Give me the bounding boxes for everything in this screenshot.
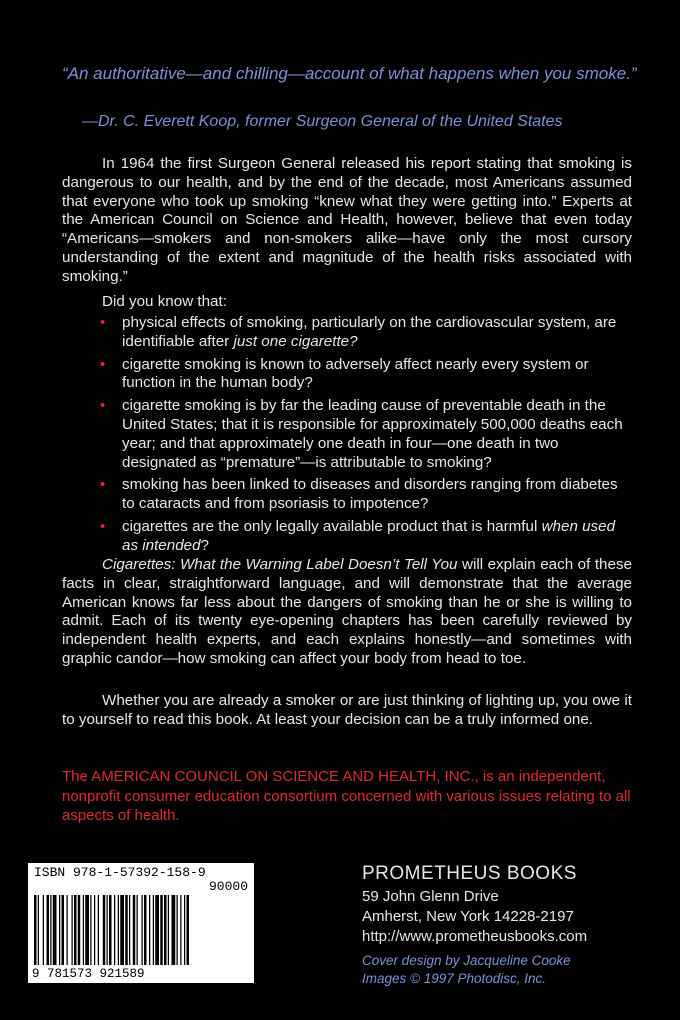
facts-list <box>100 314 628 560</box>
isbn-barcode <box>28 863 254 983</box>
barcode-bar <box>90 895 91 965</box>
barcode-bar <box>53 895 57 965</box>
barcode-bar <box>59 895 60 965</box>
cover-design-credit: Cover design by Jacqueline Cooke <box>362 953 571 968</box>
barcode-bar <box>125 895 128 965</box>
barcode-bar <box>43 895 44 965</box>
bullet-icon: • <box>100 314 106 331</box>
cover-credits <box>362 952 571 988</box>
barcode-bar <box>184 895 185 965</box>
barcode-bar <box>180 895 181 965</box>
barcode-bar <box>172 895 176 965</box>
barcode-bar <box>118 895 119 965</box>
image-credit: Images © 1997 Photodisc, Inc. <box>362 971 547 986</box>
endorsement-quote: “An authoritative—and chilling—account of what happens when you smoke.” <box>62 64 637 83</box>
barcode-bar <box>149 895 150 965</box>
book-description-paragraph: Cigarettes: What the Warning Label Doesn’t Tell You will explain each of these facts in clear, straightforward language, and will demonstrate that the average American knows far less about the dangers of smoking than he or she is willing to admit. Each of its twenty eye-opening chapters has been carefully reviewed by independent health experts, and each explains honestly—and sometimes with graphic candor—how smoking can affect your body from head to toe. <box>62 556 632 667</box>
bullet-icon: • <box>100 476 106 494</box>
barcode-bar <box>155 895 159 965</box>
barcode-bar <box>177 895 178 965</box>
barcode-bar <box>109 895 112 965</box>
publisher-name: PROMETHEUS BOOKS <box>362 863 577 884</box>
barcode-bar <box>107 895 108 965</box>
barcode-bar <box>103 895 106 965</box>
list-item: • physical effects of smoking, particularly on the cardiovascular system, are identifiable after just one cigarette? <box>100 314 617 350</box>
barcode-bars <box>34 895 248 965</box>
barcode-bar <box>94 895 95 965</box>
barcode-bar <box>120 895 124 965</box>
price-code: 90000 <box>208 879 248 894</box>
barcode-bar <box>67 895 68 965</box>
list-item: • smoking has been linked to diseases and disorders ranging from diabetes to cataracts and from psoriasis to impotence? <box>100 476 618 513</box>
barcode-bar <box>98 895 99 965</box>
barcode-bar <box>164 895 167 965</box>
list-item: • cigarette smoking is known to adversely affect nearly every system or function in the human body? <box>100 355 589 392</box>
barcode-bar <box>129 895 130 965</box>
barcode-bar <box>38 895 39 965</box>
barcode-bar <box>47 895 50 965</box>
barcode-bar <box>187 895 190 965</box>
barcode-bar <box>34 895 37 965</box>
barcode-bar <box>74 895 77 965</box>
did-you-know-heading: Did you know that: <box>102 293 227 310</box>
bullet-icon: • <box>100 517 106 535</box>
isbn-label: ISBN 978-1-57392-158-9 <box>34 865 206 880</box>
barcode-bar <box>83 895 84 965</box>
ean-digits: 9 781573 921589 <box>32 967 145 981</box>
barcode-bar <box>78 895 81 965</box>
list-item: • cigarettes are the only legally available product that is harmful when used as intended? <box>100 517 616 554</box>
barcode-bar <box>142 895 143 965</box>
barcode-bar <box>72 895 73 965</box>
acsh-note: The AMERICAN COUNCIL ON SCIENCE AND HEALTH, INC., is an independent, nonprofit consumer education consortium concerned with various issues relating to all aspects of health. <box>62 768 631 824</box>
publisher-website: http://www.prometheusbooks.com <box>362 928 588 945</box>
publisher-address-line-2: Amherst, New York 14228-2197 <box>362 908 574 925</box>
bullet-icon: • <box>100 397 106 415</box>
publisher-address-line-1: 59 John Glenn Drive <box>362 888 499 905</box>
barcode-bar <box>144 895 147 965</box>
bullet-icon: • <box>100 355 106 373</box>
book-title: Cigarettes: What the Warning Label Doesn’t Tell You <box>102 556 458 573</box>
list-item: • cigarette smoking is by far the leading cause of preventable death in the United States; that it is responsible for approximately 500,000 deaths each year; and that approximately one death in four—one death in two designated as “premature”—is attributable to smoking? <box>100 397 623 471</box>
barcode-bar <box>114 895 115 965</box>
barcode-bar <box>168 895 169 965</box>
barcode-bar <box>153 895 154 965</box>
barcode-bar <box>137 895 138 965</box>
endorsement-attribution: —Dr. C. Everett Koop, former Surgeon General of the United States <box>82 113 563 130</box>
barcode-bar <box>62 895 65 965</box>
barcode-bar <box>50 895 51 965</box>
intro-paragraph: In 1964 the first Surgeon General released his report stating that smoking is dangerous to our health, and by the end of the decade, most Americans assumed that everyone who took up smoking “knew what they were getting into.” Experts at the American Council on Science and Health, however, believe that even today “Americans—smokers and non-smokers alike—have only the most cursory understanding of the extent and magnitude of the health risks associated with smoking.” <box>62 155 632 285</box>
closing-paragraph: Whether you are already a smoker or are just thinking of lighting up, you owe it to yourself to read this book. At least your decision can be a truly informed one. <box>62 692 632 728</box>
barcode-bar <box>160 895 163 965</box>
barcode-bar <box>133 895 136 965</box>
barcode-bar <box>85 895 89 965</box>
